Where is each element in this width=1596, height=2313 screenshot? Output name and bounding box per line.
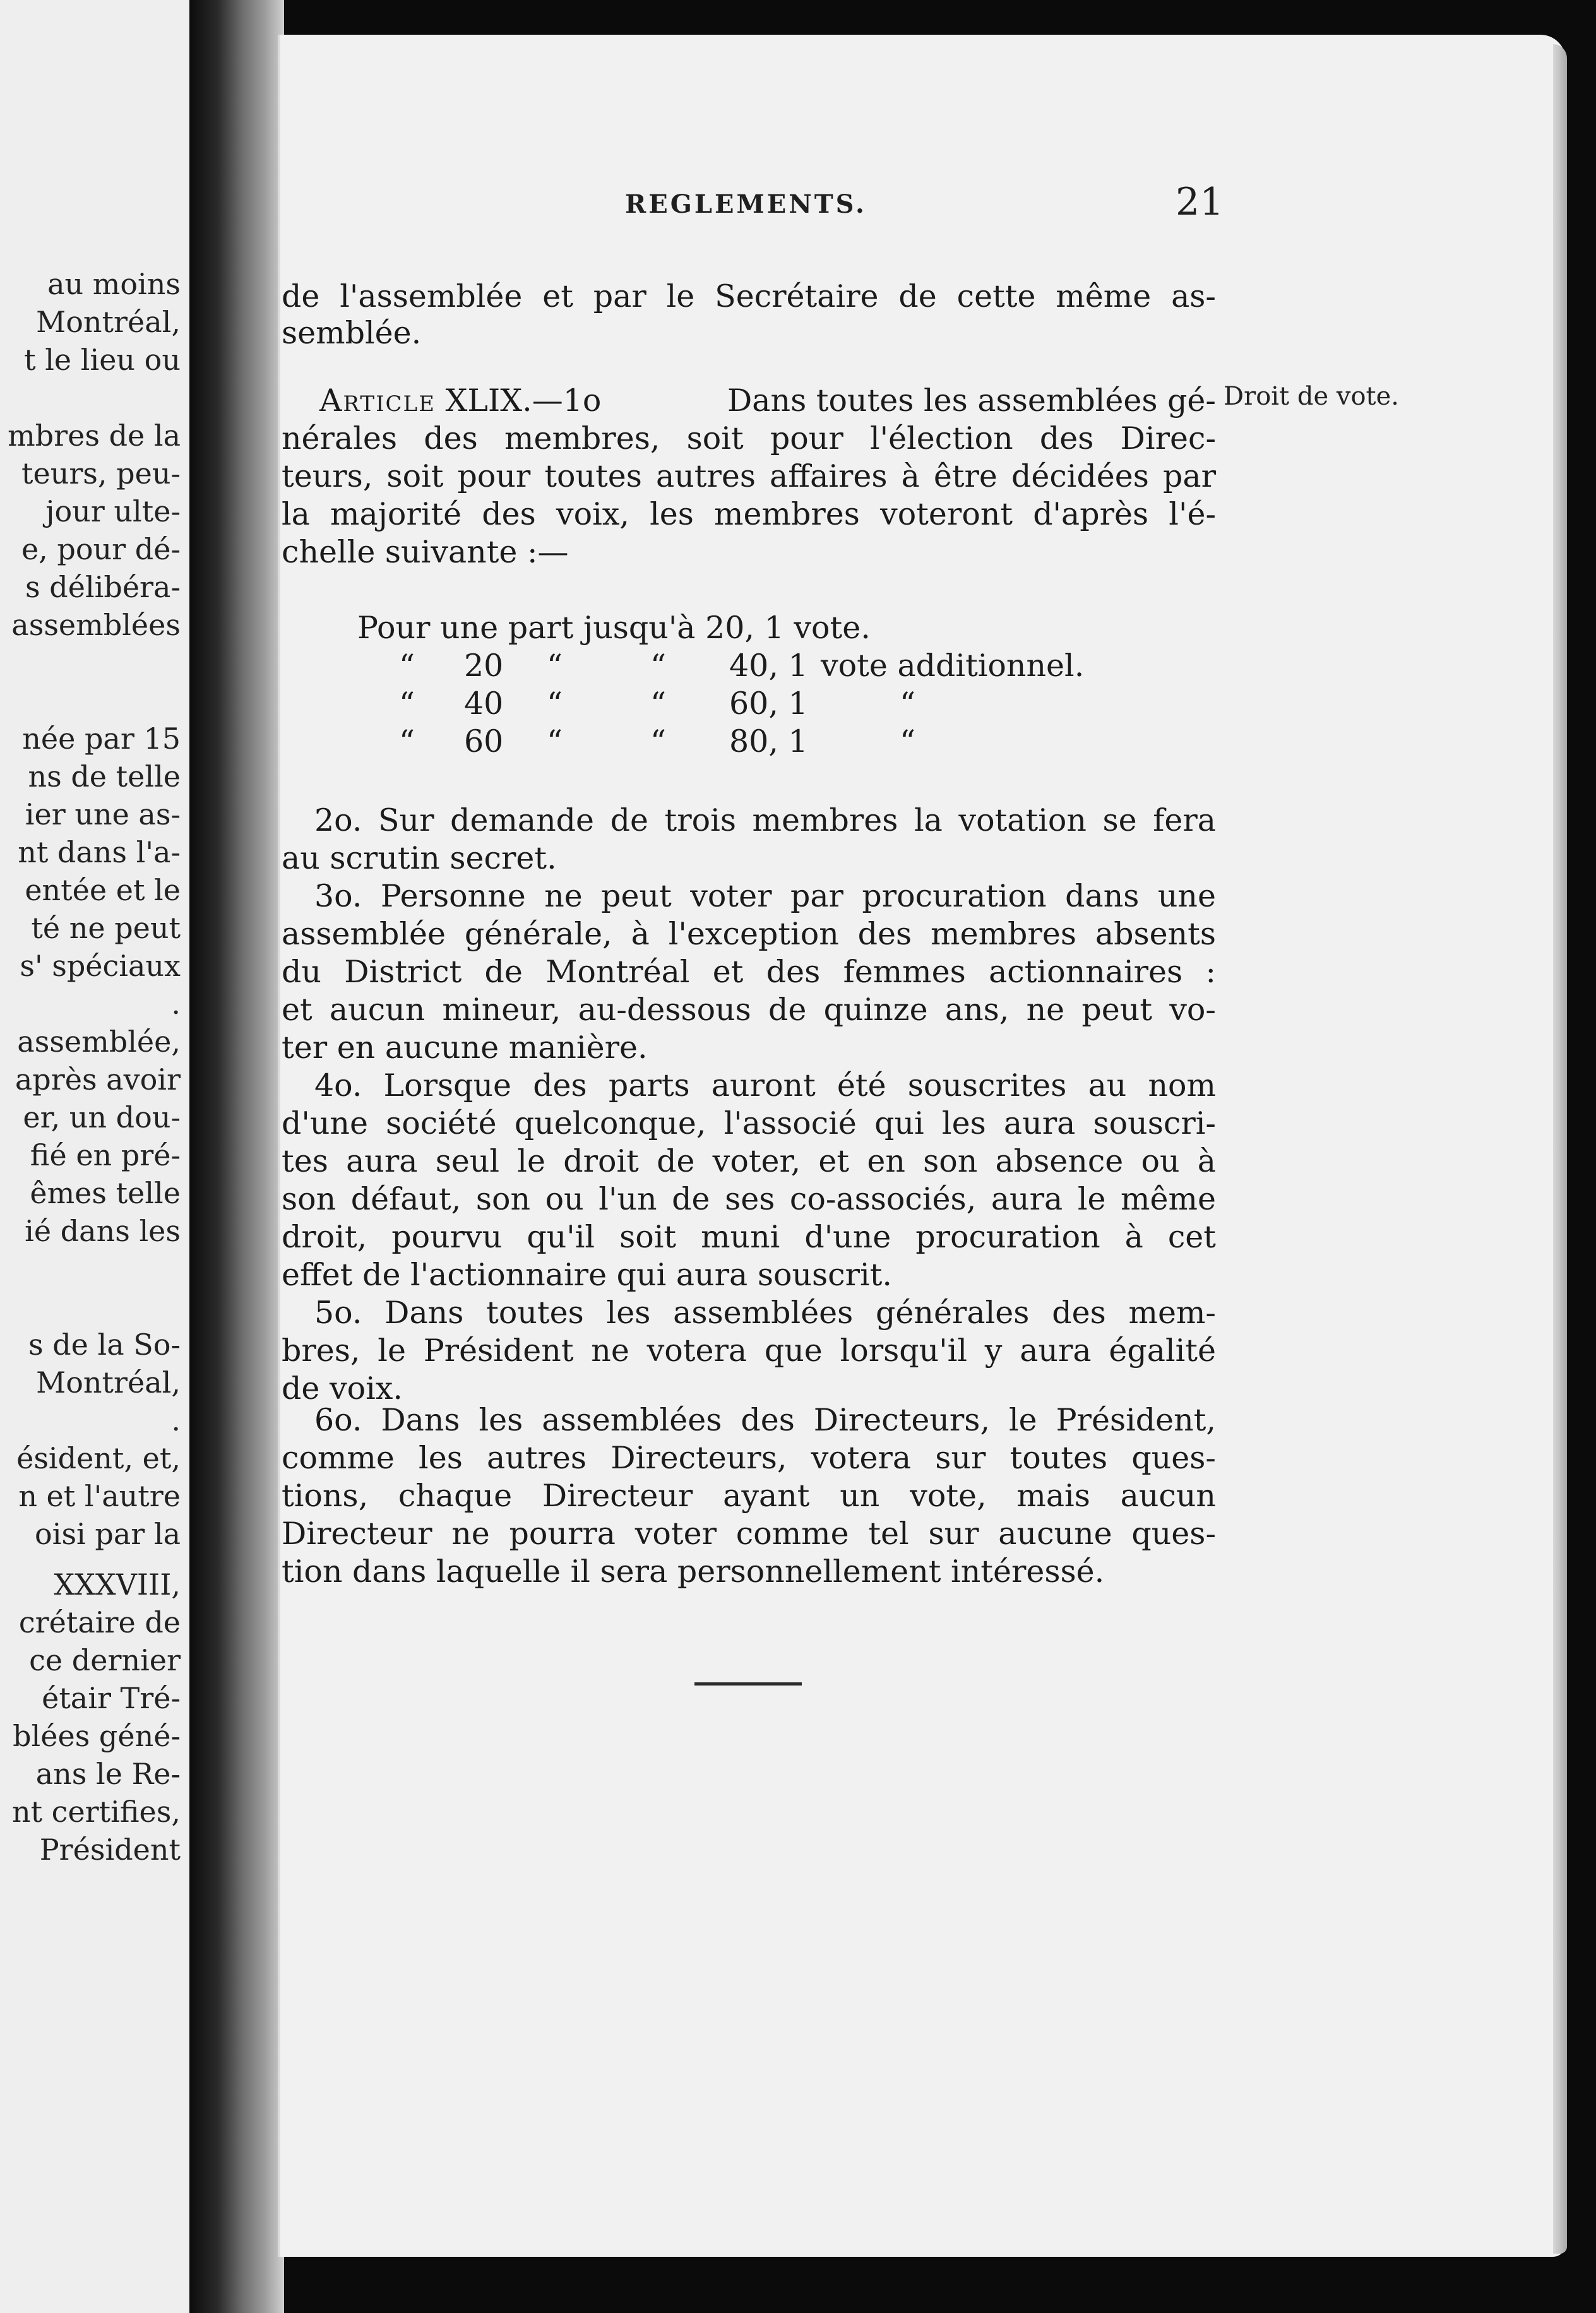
text-line: ter en aucune manière.: [282, 1030, 648, 1066]
scale-from: 20: [464, 648, 504, 684]
left-page-line: Montréal,: [36, 305, 181, 339]
margin-note: Droit de vote.: [1224, 382, 1399, 411]
text-line: 2o. Sur demande de trois membres la votation se fera: [314, 802, 1216, 838]
text-line: teurs, soit pour toutes autres affaires à être décidées par: [282, 458, 1216, 494]
left-page-line: nt certifies,: [11, 1795, 181, 1829]
article-heading-line: [282, 382, 1216, 420]
scale-row: Pour une part jusqu'à 20, 1 vote.: [357, 610, 871, 646]
left-page-line: au moins: [47, 267, 181, 301]
left-page-line: s' spéciaux: [20, 949, 181, 983]
left-page-line: e, pour dé-: [21, 532, 181, 566]
left-page-line: après avoir: [15, 1062, 181, 1097]
text-line: bres, le Président ne votera que lorsqu'il y aura égalité: [282, 1333, 1216, 1369]
left-page-line: er, un dou-: [23, 1100, 181, 1134]
scale-ditto: “: [399, 686, 415, 722]
left-page-line: née par 15: [22, 722, 181, 756]
text-line: et aucun mineur, au-dessous de quinze ans, ne peut vo-: [282, 992, 1216, 1028]
text-line: nérales des membres, soit pour l'élection des Direc-: [282, 420, 1216, 456]
scale-to: 80, 1: [729, 723, 808, 759]
text-line: 4o. Lorsque des parts auront été souscrites au nom: [314, 1067, 1216, 1103]
text-line: effet de l'actionnaire qui aura souscrit.: [282, 1257, 892, 1293]
left-page-line: jour ulte-: [45, 494, 181, 528]
text-line: du District de Montréal et des femmes actionnaires :: [282, 954, 1216, 990]
left-page-line: blées géné-: [13, 1719, 181, 1753]
scale-ditto: “: [547, 686, 563, 722]
scale-from: 60: [464, 723, 504, 759]
left-page-line: entée et le: [25, 873, 181, 907]
page-edge: [1553, 44, 1567, 2254]
text-line: tion dans laquelle il sera personnellement intéressé.: [282, 1554, 1105, 1590]
left-page-line: ce dernier: [29, 1643, 181, 1677]
text-line: la majorité des voix, les membres voteront d'après l'é-: [282, 496, 1216, 532]
left-page-line: t le lieu ou: [24, 343, 181, 377]
text-line: chelle suivante :—: [282, 534, 569, 570]
left-page-line: Montréal,: [36, 1365, 181, 1400]
text-line: de voix.: [282, 1371, 403, 1406]
left-page-line: assemblée,: [17, 1025, 181, 1059]
text-line: Directeur ne pourra voter comme tel sur aucune ques-: [282, 1516, 1216, 1552]
page-number: 21: [1176, 180, 1224, 224]
left-page-line: ié dans les: [25, 1214, 181, 1248]
article-number: XLIX.—1o: [445, 383, 602, 419]
left-page-line: étair Tré-: [42, 1681, 181, 1715]
scale-from: 40: [464, 686, 504, 722]
left-page-line: XXXVIII,: [54, 1567, 181, 1602]
left-page-line: teurs, peu-: [21, 456, 181, 491]
scale-to: 60, 1: [729, 686, 808, 722]
text-line: d'une société quelconque, l'associé qui les aura souscri-: [282, 1105, 1216, 1141]
scale-ditto: “: [547, 723, 563, 759]
text-line: droit, pourvu qu'il soit muni d'une procuration à cet: [282, 1219, 1216, 1255]
scale-ditto: “: [399, 723, 415, 759]
text-line: de l'assemblée et par le Secrétaire de cette même as-: [282, 278, 1216, 314]
left-page-line: n et l'autre: [18, 1479, 181, 1513]
article-label: Article: [319, 383, 436, 419]
scale-ditto: “: [650, 648, 667, 684]
page-gutter: [189, 0, 284, 2313]
scale-to: 40, 1: [729, 648, 808, 684]
running-head: REGLEMENTS.: [625, 189, 867, 219]
left-page-line: s délibéra-: [25, 570, 181, 604]
text-line: son défaut, son ou l'un de ses co-associés, aura le même: [282, 1181, 1216, 1217]
text-line: 5o. Dans toutes les assemblées générales des mem-: [314, 1295, 1216, 1331]
left-page-line: ésident, et,: [16, 1441, 181, 1475]
left-page-line: s de la So-: [28, 1328, 181, 1362]
text-line: 3o. Personne ne peut voter par procuration dans une: [314, 878, 1216, 914]
scale-ditto: “: [650, 723, 667, 759]
scale-ditto: “: [650, 686, 667, 722]
left-page-line: crétaire de: [18, 1605, 181, 1639]
text-line: comme les autres Directeurs, votera sur toutes ques-: [282, 1440, 1216, 1476]
text-line: semblée.: [282, 315, 422, 351]
left-page-line: .: [171, 987, 181, 1021]
text-line: tes aura seul le droit de voter, et en son absence ou à: [282, 1143, 1216, 1179]
scale-desc: vote additionnel.: [821, 648, 1085, 684]
left-page-line: .: [171, 1403, 181, 1437]
scale-desc: “: [900, 686, 916, 722]
left-page-line: ier une as-: [25, 797, 181, 831]
text-line: assemblée générale, à l'exception des membres absents: [282, 916, 1216, 952]
text-line: tions, chaque Directeur ayant un vote, mais aucun: [282, 1478, 1216, 1514]
left-page-line: ans le Re-: [35, 1757, 181, 1791]
text-line: Dans toutes les assemblées gé-: [727, 383, 1216, 419]
end-rule: [694, 1682, 802, 1686]
left-page-line: êmes telle: [30, 1176, 181, 1210]
scale-ditto: “: [399, 648, 415, 684]
left-page-line: oisi par la: [35, 1517, 181, 1551]
left-page-line: Président: [39, 1833, 181, 1867]
left-page-line: mbres de la: [8, 419, 181, 453]
left-page-line: assemblées: [11, 608, 181, 642]
left-page-line: té ne peut: [31, 911, 181, 945]
text-line: 6o. Dans les assemblées des Directeurs, le Président,: [314, 1402, 1216, 1438]
left-page-line: ns de telle: [28, 759, 181, 794]
scale-ditto: “: [547, 648, 563, 684]
text-line: au scrutin secret.: [282, 840, 557, 876]
facing-page-left: [0, 0, 189, 2313]
scale-desc: “: [900, 723, 916, 759]
left-page-line: nt dans l'a-: [18, 835, 181, 869]
left-page-line: fié en pré-: [30, 1138, 181, 1172]
